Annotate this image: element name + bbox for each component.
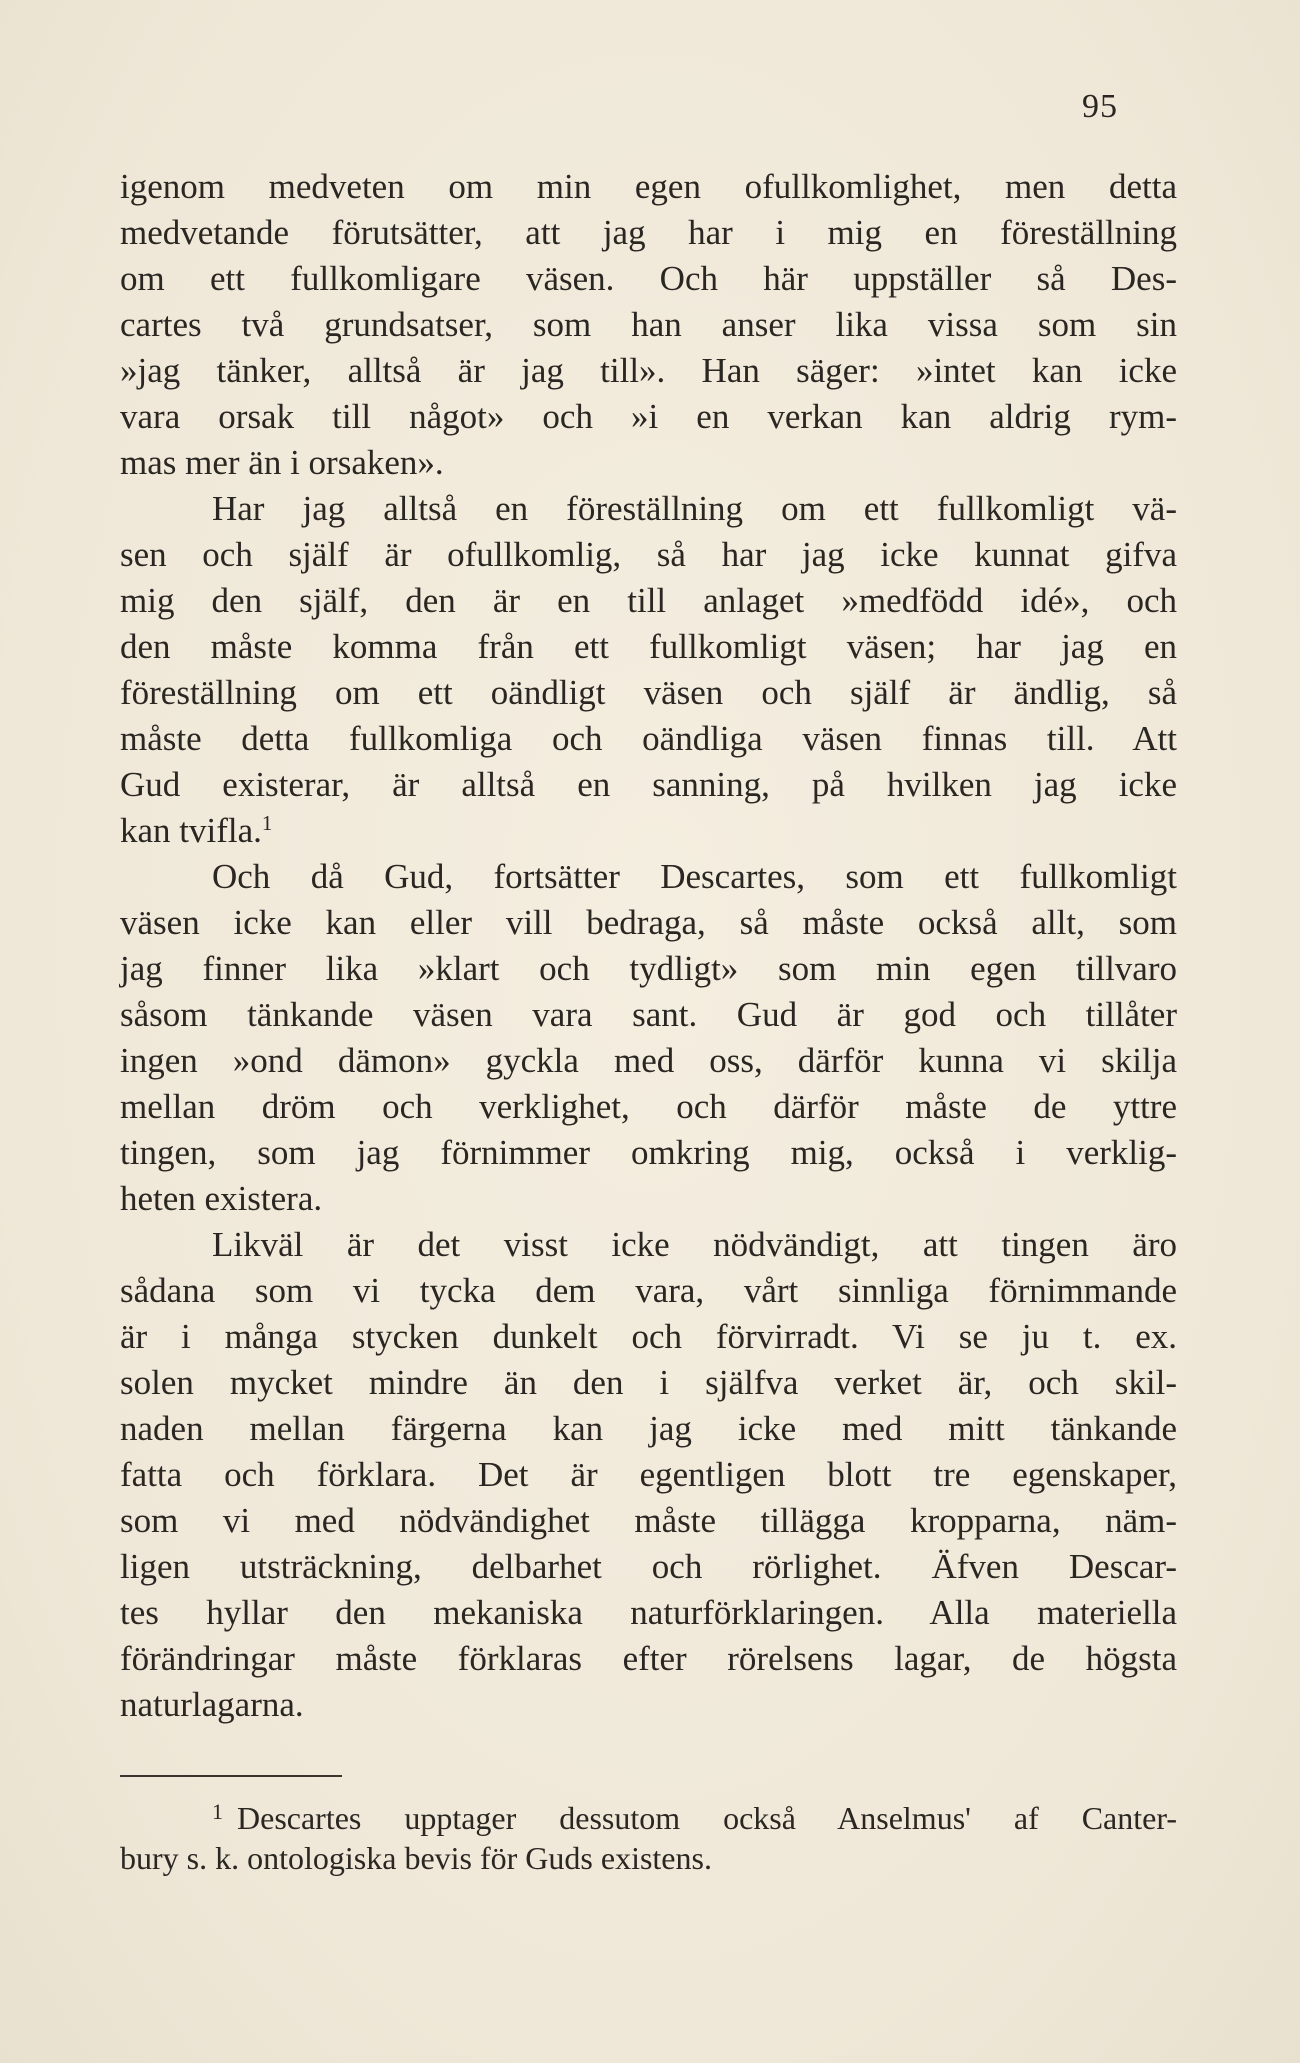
- text-line-content: vara orsak till något» och »i en verkan kan aldrig rym-: [120, 397, 1177, 436]
- text-line: [120, 1268, 1177, 1314]
- text-line: [120, 808, 1177, 854]
- text-line-content: såsom tänkande väsen vara sant. Gud är god och tillåter: [120, 995, 1177, 1034]
- text-line: [120, 210, 1177, 256]
- text-line-content: måste detta fullkomliga och oändliga väsen finnas till. Att: [120, 719, 1177, 758]
- text-line-content: kan tvifla.: [120, 811, 262, 850]
- text-line: [120, 854, 1177, 900]
- text-line: [120, 1682, 1177, 1728]
- text-line-content: föreställning om ett oändligt väsen och själf är ändlig, så: [120, 673, 1177, 712]
- text-line: [120, 624, 1177, 670]
- text-line-content: Likväl är det visst icke nödvändigt, att tingen äro: [212, 1225, 1177, 1264]
- text-line: [120, 762, 1177, 808]
- text-line: [120, 670, 1177, 716]
- text-line-content: ligen utsträckning, delbarhet och rörlighet. Äfven Descar-: [120, 1547, 1177, 1586]
- text-line-content: Gud existerar, är alltså en sanning, på hvilken jag icke: [120, 765, 1177, 804]
- text-line: [120, 440, 1177, 486]
- text-line-content: igenom medveten om min egen ofullkomlighet, men detta: [120, 167, 1177, 206]
- text-line-content: tingen, som jag förnimmer omkring mig, också i verklig-: [120, 1133, 1177, 1172]
- text-line-content: mig den själf, den är en till anlaget »medfödd idé», och: [120, 581, 1177, 620]
- footnote-line: [120, 1838, 1177, 1878]
- body-text: [120, 164, 1177, 1728]
- text-line: [120, 1314, 1177, 1360]
- text-line: [120, 578, 1177, 624]
- text-line: [120, 1360, 1177, 1406]
- text-line-content: medvetande förutsätter, att jag har i mig en föreställning: [120, 213, 1177, 252]
- text-line: [120, 1452, 1177, 1498]
- text-line: [120, 486, 1177, 532]
- text-line-content: naturlagarna.: [120, 1685, 304, 1724]
- text-line: [120, 164, 1177, 210]
- footnote-line-content: bury s. k. ontologiska bevis för Guds existens.: [120, 1840, 712, 1876]
- text-line: [120, 348, 1177, 394]
- page-number: 95: [1082, 88, 1118, 125]
- text-line: [120, 1498, 1177, 1544]
- text-line: [120, 1590, 1177, 1636]
- text-line-content: »jag tänker, alltså är jag till». Han säger: »intet kan icke: [120, 351, 1177, 390]
- text-line: [120, 1176, 1177, 1222]
- footnote-marker: 1: [212, 1799, 223, 1824]
- text-line-content: ingen »ond dämon» gyckla med oss, därför kunna vi skilja: [120, 1041, 1177, 1080]
- text-line-content: väsen icke kan eller vill bedraga, så måste också allt, som: [120, 903, 1177, 942]
- text-line-content: som vi med nödvändighet måste tillägga kropparna, näm-: [120, 1501, 1177, 1540]
- text-line-content: tes hyllar den mekaniska naturförklaringen. Alla materiella: [120, 1593, 1177, 1632]
- text-line-content: förändringar måste förklaras efter rörelsens lagar, de högsta: [120, 1639, 1177, 1678]
- text-line-content: naden mellan färgerna kan jag icke med mitt tänkande: [120, 1409, 1177, 1448]
- footnote-reference[interactable]: 1: [261, 811, 273, 835]
- text-line: [120, 1406, 1177, 1452]
- text-line: [120, 1544, 1177, 1590]
- footnote-line: [120, 1798, 1177, 1838]
- text-line-content: är i många stycken dunkelt och förvirradt. Vi se ju t. ex.: [120, 1317, 1177, 1356]
- text-line: [120, 532, 1177, 578]
- text-line-content: om ett fullkomligare väsen. Och här uppställer så Des-: [120, 259, 1177, 298]
- text-line: [120, 946, 1177, 992]
- text-line-content: sen och själf är ofullkomlig, så har jag icke kunnat gifva: [120, 535, 1177, 574]
- text-line: [120, 716, 1177, 762]
- text-line: [120, 1636, 1177, 1682]
- text-line-content: Och då Gud, fortsätter Descartes, som ett fullkomligt: [212, 857, 1177, 896]
- text-line-content: mas mer än i orsaken».: [120, 443, 444, 482]
- text-line-content: heten existera.: [120, 1179, 323, 1218]
- text-line: [120, 302, 1177, 348]
- footnote-divider: [120, 1775, 342, 1777]
- text-line-content: sådana som vi tycka dem vara, vårt sinnliga förnimmande: [120, 1271, 1177, 1310]
- text-line: [120, 1130, 1177, 1176]
- text-line: [120, 1084, 1177, 1130]
- text-line: [120, 1038, 1177, 1084]
- footnote-line-content: Descartes upptager dessutom också Anselmus' af Canter-: [237, 1800, 1177, 1836]
- text-line: [120, 900, 1177, 946]
- text-line-content: jag finner lika »klart och tydligt» som min egen tillvaro: [120, 949, 1177, 988]
- footnote: [120, 1798, 1177, 1878]
- text-line: [120, 1222, 1177, 1268]
- text-line-content: den måste komma från ett fullkomligt väsen; har jag en: [120, 627, 1177, 666]
- text-line-content: Har jag alltså en föreställning om ett fullkomligt vä-: [212, 489, 1177, 528]
- text-line-content: solen mycket mindre än den i själfva verket är, och skil-: [120, 1363, 1177, 1402]
- text-line-content: fatta och förklara. Det är egentligen blott tre egenskaper,: [120, 1455, 1177, 1494]
- text-line-content: cartes två grundsatser, som han anser lika vissa som sin: [120, 305, 1177, 344]
- text-line-content: mellan dröm och verklighet, och därför måste de yttre: [120, 1087, 1177, 1126]
- text-line: [120, 256, 1177, 302]
- text-line: [120, 394, 1177, 440]
- text-line: [120, 992, 1177, 1038]
